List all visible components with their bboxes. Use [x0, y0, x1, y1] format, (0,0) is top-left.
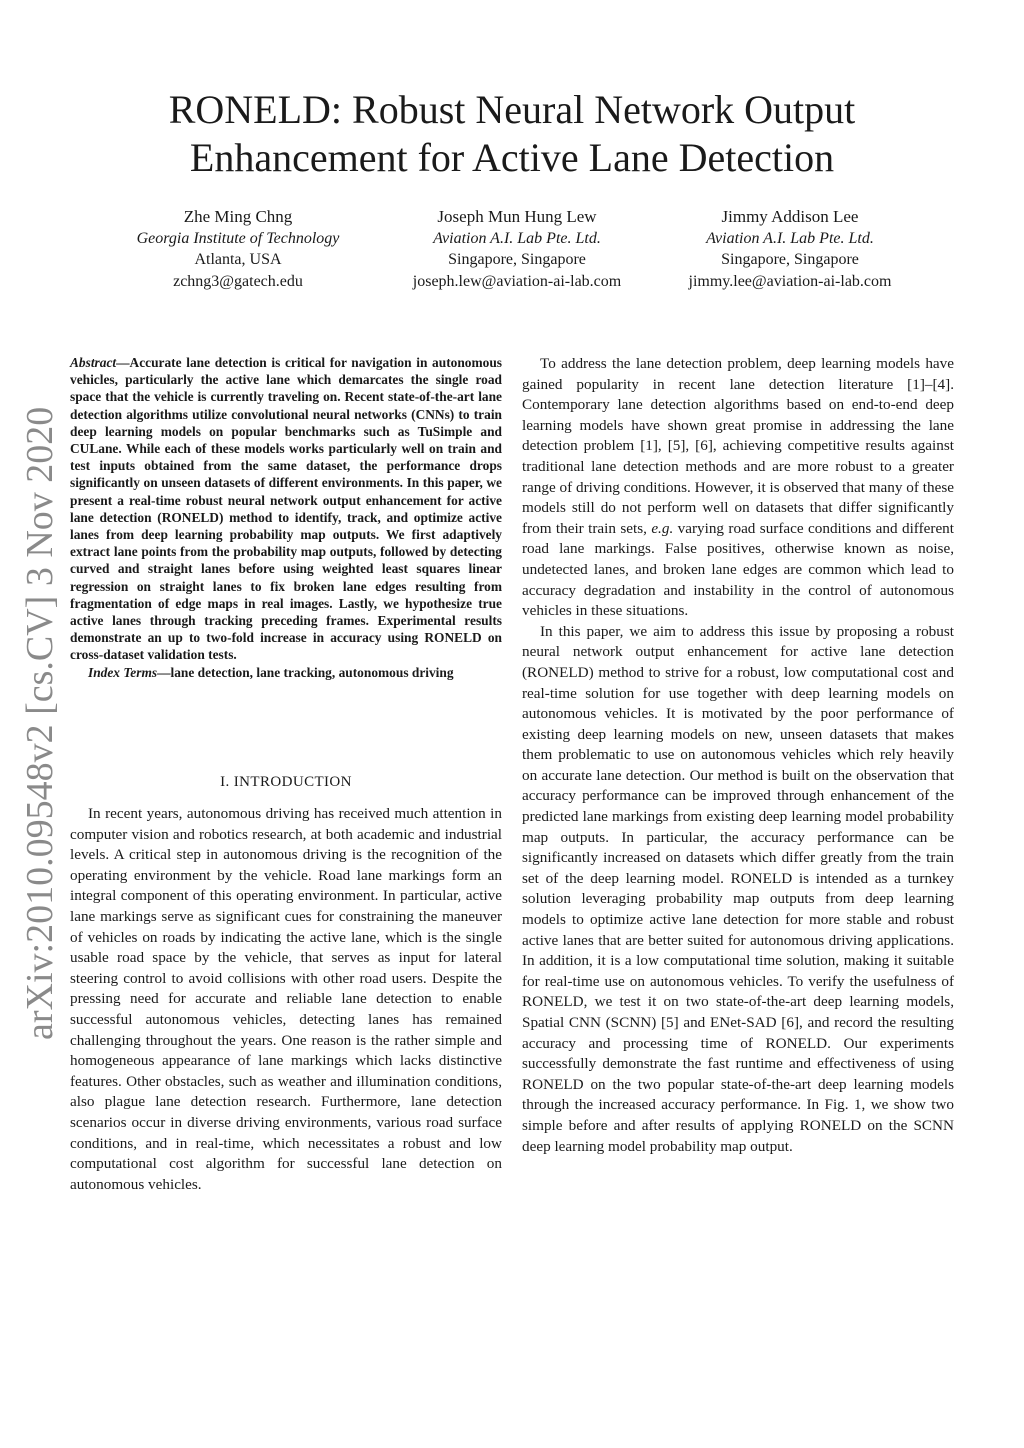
author-name: Jimmy Addison Lee — [721, 207, 859, 226]
intro-paragraph — [522, 354, 954, 622]
intro-text-eg: e.g. — [651, 519, 674, 537]
section-heading-introduction: I. INTRODUCTION — [220, 774, 352, 790]
author-email[interactable]: joseph.lew@aviation-ai-lab.com — [412, 272, 622, 290]
index-terms-label: Index Terms — [88, 664, 158, 680]
author-location: Atlanta, USA — [194, 251, 282, 268]
index-terms — [70, 664, 502, 681]
author-location: Singapore, Singapore — [448, 251, 586, 268]
author-email[interactable]: zchng3@gatech.edu — [173, 272, 303, 290]
abstract-label: Abstract — [70, 355, 117, 370]
author-name: Zhe Ming Chng — [183, 207, 293, 226]
paper-title: RONELD: Robust Neural Network Output Enhancement for Active Lane Detection — [168, 87, 856, 180]
abstract-paragraph — [70, 354, 502, 664]
abstract — [70, 354, 502, 681]
right-column-body — [522, 354, 954, 1157]
author-block — [630, 206, 950, 292]
abstract-text: —Accurate lane detection is critical for navigation in autonomous vehicles, particularly the active lane which demarcates the single road space that the vehicle is currently traveling on. Recent state-of-the-art lane detection algorithms utilize convolutional neural networks (CNNs) to train deep learning models on popular benchmarks such as TuSimple and CULane. While each of these models works particularly well on train and test inputs obtained from the same dataset, the performance drops significantly on unseen datasets of different environments. In this paper, we present a real-time robust neural network output enhancement for active lane detection (RONELD) method to identify, track, and optimize active lanes from deep learning probability map outputs. We first adaptively extract lane points from the probability map outputs, followed by detecting curved and straight lanes before using weighted least squares linear regression on straight lanes to fix broken lane edges resulting from fragmentation of edge maps in real images. Lastly, we hypothesize true active lanes through tracking preceding frames. Experimental results demonstrate an up to two-fold increase in accuracy using RONELD on cross-dataset validation tests. — [70, 355, 502, 663]
author-affiliation: Georgia Institute of Technology — [136, 229, 340, 247]
intro-text: To address the lane detection problem, deep learning models have gained popularity in recent lane detection literature [1]–[4]. Contemporary lane detection algorithms based on end-to-end deep learning models have shown great promise in addressing the lane detection problem [1], [5], [6], achieving competitive results against traditional lane detection methods and are more robust to a greater range of driving conditions. However, it is observed that many of these models still do not perform well on datasets that differ significantly from their train sets, — [522, 355, 954, 537]
author-affiliation: Aviation A.I. Lab Pte. Ltd. — [706, 229, 874, 247]
author-location: Singapore, Singapore — [721, 251, 859, 268]
author-block — [78, 206, 398, 292]
author-name: Joseph Mun Hung Lew — [437, 207, 597, 226]
intro-paragraph: In recent years, autonomous driving has received much attention in computer vision and robotics research, at both academic and industrial levels. A critical step in autonomous driving is the recognition of the operating environment by the vehicle. Road lane markings form an integral component of this operating environment. In particular, active lane markings serve as significant cues for constraining the maneuver of vehicles on roads by indicating the active lane, which is the single usable road space by the vehicle, that serves as input for lateral steering control to avoid collisions with other road users. Despite the pressing need for accurate and reliable lane detection to enable successful autonomous vehicles, detecting lanes has remained challenging throughout the years. One reason is the rather simple and homogeneous appearance of lane markings which lacks distinctive features. Other obstacles, such as weather and illumination conditions, also plague lane detection research. Furthermore, lane detection scenarios occur in diverse driving environments, various road surface conditions, and in real-time, which necessitates a robust and low computational cost algorithm for successful lane detection on autonomous vehicles. — [70, 805, 502, 1193]
index-terms-text: —lane detection, lane tracking, autonomous driving — [157, 664, 454, 680]
author-block — [357, 206, 677, 292]
intro-paragraph: In this paper, we aim to address this issue by proposing a robust neural network output enhancement for active lane detection (RONELD) method to strive for a robust, low computational cost and real-time solution for use together with deep learning models on autonomous vehicles. It is motivated by the poor performance of existing deep learning models on new, unseen datasets that makes them problematic to use on autonomous vehicles which rely heavily on accurate lane detection. Our method is built on the observation that accuracy performance can be improved through enhancement of the predicted lane markings from existing deep learning model probability map outputs. In particular, the accuracy performance can be significantly increased on datasets which differ greatly from the train set of the deep learning model. RONELD is intended as a turnkey solution leveraging probability map outputs from deep learning models to optimize active lane detection for more stable and robust active lanes that are better suited for autonomous driving applications. In addition, it is a low computational time solution, making it suitable for real-time use on autonomous vehicles. To verify the usefulness of RONELD, we test it on two state-of-the-art deep learning models, Spatial CNN (SCNN) [5] and ENet-SAD [6], and record the resulting accuracy and processing time of RONELD. Our experiments successfully demonstrate the fast runtime and effectiveness of using RONELD on the two popular state-of-the-art deep learning models through the increased accuracy performance. In Fig. 1, we show two simple before and after results of applying RONELD on the SCNN deep learning model probability map output. — [522, 622, 954, 1155]
left-column-body — [70, 804, 502, 1195]
intro-text: varying road surface conditions and different road lane markings. False positives, otherwise known as noise, undetected lanes, and broken lane edges are common which lead to accuracy degradation and instability in the control of autonomous vehicles in these situations. — [522, 519, 955, 620]
author-email[interactable]: jimmy.lee@aviation-ai-lab.com — [688, 272, 892, 290]
author-affiliation: Aviation A.I. Lab Pte. Ltd. — [433, 229, 601, 247]
arxiv-identifier[interactable]: arXiv:2010.09548v2 [cs.CV] 3 Nov 2020 — [19, 406, 61, 1040]
